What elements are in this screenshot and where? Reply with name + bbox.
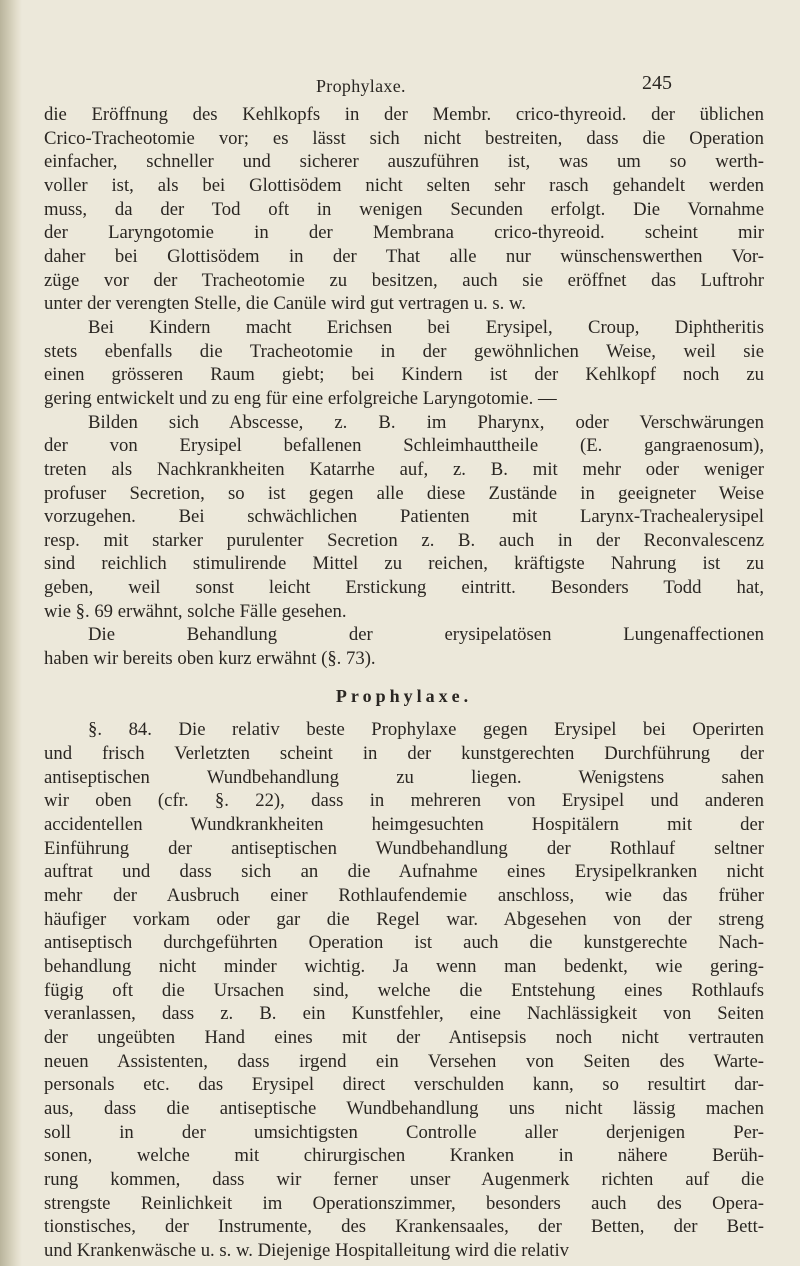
page-number: 245 bbox=[642, 72, 672, 94]
text-line: die Eröffnung des Kehlkopfs in der Membr. crico-thyreoid. der üblichen bbox=[44, 104, 764, 125]
text-line: resp. mit starker purulenter Secretion z. B. auch in der Reconvalescenz bbox=[44, 529, 764, 551]
text-line: stets ebenfalls die Tracheotomie in der gewöhnlichen Weise, weil sie bbox=[44, 340, 764, 362]
paragraph bbox=[44, 316, 764, 411]
page-body bbox=[44, 72, 764, 1263]
text-line: sind reichlich stimulirende Mittel zu reichen, kräftigste Nahrung ist zu bbox=[44, 553, 764, 575]
text-line: treten als Nachkrankheiten Katarrhe auf, z. B. mit mehr oder weniger bbox=[44, 458, 764, 480]
body-text-top bbox=[44, 103, 764, 671]
text-line: Bilden sich Abscesse, z. B. im Pharynx, oder Verschwärungen bbox=[88, 411, 764, 433]
text-line: Crico-Tracheotomie vor; es lässt sich nicht bestreiten, dass die Operation bbox=[44, 127, 764, 149]
text-line: §. 84. Die relativ beste Prophylaxe gegen Erysipel bei Operirten bbox=[88, 719, 764, 741]
text-line: einfacher, schneller und sicherer auszuführen ist, was um so werth- bbox=[44, 151, 764, 173]
text-line: haben wir bereits oben kurz erwähnt (§. 73). bbox=[44, 648, 376, 670]
text-line: sonen, welche mit chirurgischen Kranken in nähere Berüh- bbox=[44, 1145, 764, 1167]
text-line: accidentellen Wundkrankheiten heimgesuchten Hospitälern mit der bbox=[44, 814, 764, 836]
text-line: aus, dass die antiseptische Wundbehandlung uns nicht lässig machen bbox=[44, 1097, 764, 1119]
text-line: der von Erysipel befallenen Schleimhauttheile (E. gangraenosum), bbox=[44, 435, 764, 457]
text-line: veranlassen, dass z. B. ein Kunstfehler, eine Nachlässigkeit von Seiten bbox=[44, 1003, 764, 1025]
text-line: voller ist, als bei Glottisödem nicht selten sehr rasch gehandelt werden bbox=[44, 174, 764, 196]
text-line: profuser Secretion, so ist gegen alle diese Zustände in geeigneter Weise bbox=[44, 482, 764, 504]
text-line: auftrat und dass sich an die Aufnahme eines Erysipelkranken nicht bbox=[44, 861, 764, 883]
text-line: der Laryngotomie in der Membrana crico-thyreoid. scheint mir bbox=[44, 222, 764, 244]
text-line: soll in der umsichtigsten Controlle aller derjenigen Per- bbox=[44, 1121, 764, 1143]
section-heading: Prophylaxe. bbox=[335, 685, 473, 706]
text-line: gering entwickelt und zu eng für eine erfolgreiche Laryngotomie. — bbox=[44, 387, 557, 409]
text-line: Die Behandlung der erysipelatösen Lungenaffectionen bbox=[88, 624, 764, 646]
text-line: und frisch Verletzten scheint in der kunstgerechten Durchführung der bbox=[44, 743, 764, 765]
text-line: einen grösseren Raum giebt; bei Kindern ist der Kehlkopf noch zu bbox=[44, 364, 764, 386]
text-line: Bei Kindern macht Erichsen bei Erysipel, Croup, Diphtheritis bbox=[88, 316, 764, 338]
running-title: Prophylaxe. bbox=[316, 76, 406, 96]
paragraph bbox=[44, 623, 764, 670]
paragraph bbox=[44, 103, 764, 316]
text-line: geben, weil sonst leicht Erstickung eintritt. Besonders Todd hat, bbox=[44, 577, 764, 599]
text-line: der ungeübten Hand eines mit der Antisepsis noch nicht vertrauten bbox=[44, 1026, 764, 1048]
text-line: und Krankenwäsche u. s. w. Diejenige Hospitalleitung wird die relativ bbox=[44, 1239, 570, 1261]
text-line: unter der verengten Stelle, die Canüle wird gut vertragen u. s. w. bbox=[44, 293, 526, 315]
paragraph bbox=[44, 411, 764, 624]
text-line: vorzugehen. Bei schwächlichen Patienten mit Larynx-Trachealerysipel bbox=[44, 506, 764, 528]
text-line: häufiger vorkam oder gar die Regel war. Abgesehen von der streng bbox=[44, 908, 764, 930]
text-line: mehr der Ausbruch einer Rothlaufendemie anschloss, wie das früher bbox=[44, 885, 764, 906]
page-gutter-shadow bbox=[0, 0, 22, 1266]
text-line: fügig oft die Ursachen sind, welche die Entstehung eines Rothlaufs bbox=[44, 979, 764, 1001]
text-line: rung kommen, dass wir ferner unser Augenmerk richten auf die bbox=[44, 1168, 764, 1190]
text-line: strengste Reinlichkeit im Operationszimmer, besonders auch des Opera- bbox=[44, 1192, 764, 1214]
text-line: wir oben (cfr. §. 22), dass in mehreren von Erysipel und anderen bbox=[44, 790, 764, 812]
text-line: antiseptischen Wundbehandlung zu liegen. Wenigstens sahen bbox=[44, 766, 764, 788]
text-line: tionstisches, der Instrumente, des Krankensaales, der Betten, der Bett- bbox=[44, 1216, 764, 1238]
text-line: neuen Assistenten, dass irgend ein Versehen von Seiten des Warte- bbox=[44, 1050, 764, 1072]
text-line: daher bei Glottisödem in der That alle nur wünschenswerthen Vor- bbox=[44, 245, 764, 267]
paragraph bbox=[44, 718, 764, 1262]
text-line: züge vor der Tracheotomie zu besitzen, auch sie eröffnet das Luftrohr bbox=[44, 269, 764, 291]
text-line: Einführung der antiseptischen Wundbehandlung der Rothlauf seltner bbox=[44, 837, 764, 859]
text-line: behandlung nicht minder wichtig. Ja wenn man bedenkt, wie gering- bbox=[44, 955, 764, 977]
body-text-bottom bbox=[44, 718, 764, 1262]
text-line: muss, da der Tod oft in wenigen Secunden erfolgt. Die Vornahme bbox=[44, 198, 764, 220]
text-line: antiseptisch durchgeführten Operation ist auch die kunstgerechte Nach- bbox=[44, 932, 764, 954]
text-line: wie §. 69 erwähnt, solche Fälle gesehen. bbox=[44, 600, 347, 622]
text-line: personals etc. das Erysipel direct verschulden kann, so resultirt dar- bbox=[44, 1074, 764, 1096]
